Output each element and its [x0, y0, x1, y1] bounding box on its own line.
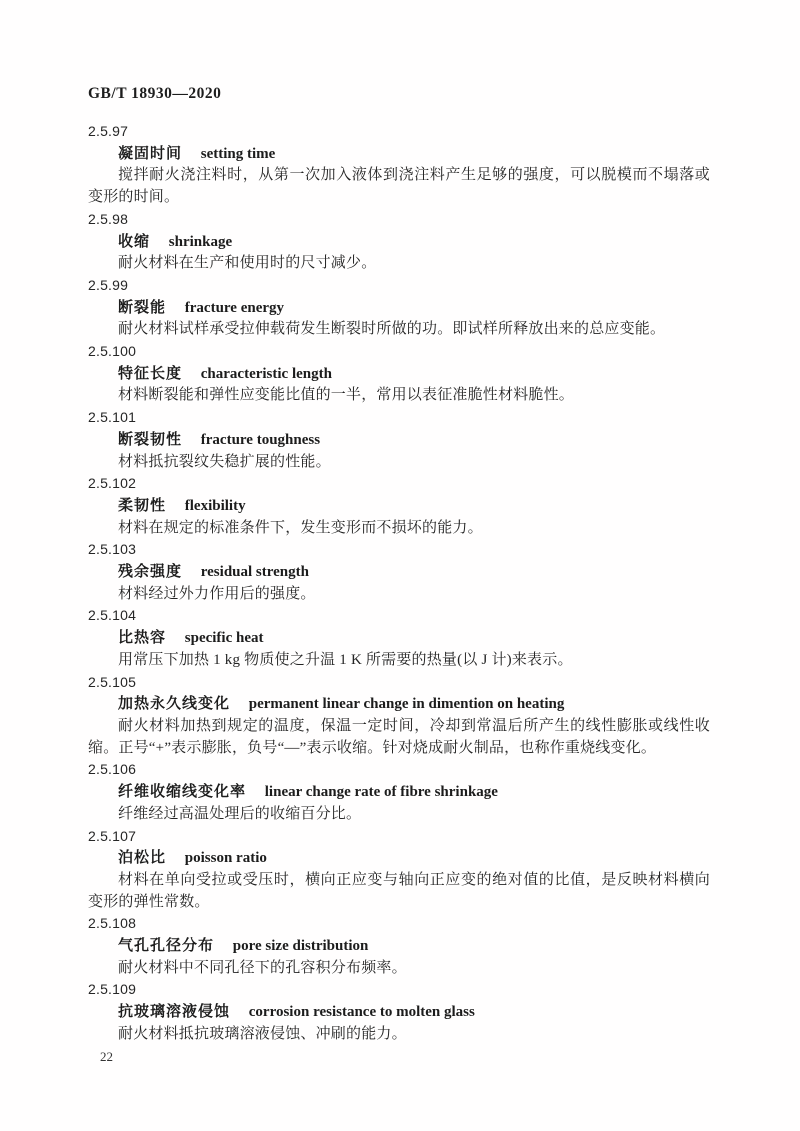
term-entry	[88, 473, 710, 539]
term-english: specific heat	[184, 630, 264, 647]
entry-term	[88, 297, 710, 320]
entry-definition: 耐火材料抵抗玻璃溶液侵蚀、冲刷的能力。	[118, 1025, 407, 1042]
entry-term	[88, 847, 710, 870]
entry-number: 2.5.106	[88, 761, 137, 778]
term-english: shrinkage	[168, 233, 233, 250]
entry-definition: 材料经过外力作用后的强度。	[118, 585, 316, 602]
term-entry	[88, 341, 710, 407]
term-english: residual strength	[200, 564, 309, 581]
entry-definition: 材料在规定的标准条件下，发生变形而不损坏的能力。	[118, 519, 483, 536]
term-english: fracture toughness	[200, 431, 321, 448]
entry-term	[88, 143, 710, 166]
entry-term	[88, 935, 710, 958]
term-chinese: 纤维收缩线变化率	[118, 783, 247, 801]
term-english: linear change rate of fibre shrinkage	[264, 784, 498, 801]
entry-definition: 材料抵抗裂纹失稳扩展的性能。	[118, 453, 331, 470]
entry-number: 2.5.103	[88, 541, 137, 558]
entry-number: 2.5.104	[88, 607, 137, 624]
term-entry	[88, 913, 710, 979]
term-entry	[88, 539, 710, 605]
entry-number: 2.5.101	[88, 409, 137, 426]
term-chinese: 抗玻璃溶液侵蚀	[118, 1003, 231, 1021]
term-chinese: 气孔孔径分布	[118, 937, 215, 955]
term-chinese: 柔韧性	[118, 496, 167, 514]
page-number: 22	[100, 1048, 113, 1064]
entry-definition: 材料断裂能和弹性应变能比值的一半，常用以表征准脆性材料脆性。	[118, 387, 575, 404]
term-entry	[88, 121, 710, 209]
entry-number: 2.5.109	[88, 981, 137, 998]
term-chinese: 残余强度	[118, 563, 183, 581]
term-english: setting time	[200, 145, 276, 162]
term-english: corrosion resistance to molten glass	[248, 1004, 475, 1021]
page-footer	[0, 1048, 800, 1065]
entry-definition: 耐火材料中不同孔径下的孔容积分布频率。	[118, 959, 407, 976]
term-chinese: 比热容	[118, 629, 167, 647]
entry-definition: 用常压下加热 1 kg 物质使之升温 1 K 所需要的热量(以 J 计)来表示。	[118, 651, 573, 668]
term-english: permanent linear change in dimention on heating	[248, 696, 565, 713]
entry-number: 2.5.107	[88, 827, 137, 844]
entry-number: 2.5.97	[88, 123, 129, 139]
entry-term	[88, 561, 710, 584]
entry-definition: 搅拌耐火浇注料时，从第一次加入液体到浇注料产生足够的强度，可以脱模而不塌落或变形的时间。	[88, 167, 710, 206]
entry-number: 2.5.105	[88, 673, 137, 690]
entry-term	[88, 1001, 710, 1024]
term-entry	[88, 826, 710, 914]
term-entry	[88, 275, 710, 341]
term-chinese: 收缩	[118, 232, 151, 250]
term-chinese: 断裂能	[118, 298, 167, 316]
entry-term	[88, 231, 710, 254]
entry-number: 2.5.108	[88, 915, 137, 932]
term-english: poisson ratio	[184, 850, 267, 867]
term-english: characteristic length	[200, 365, 332, 382]
term-chinese: 泊松比	[118, 849, 167, 867]
entry-number: 2.5.102	[88, 475, 137, 492]
term-entry	[88, 407, 710, 473]
terminology-list	[0, 121, 800, 1046]
entry-term	[88, 781, 710, 804]
entry-term	[88, 495, 710, 518]
entry-term	[88, 693, 710, 716]
term-english: flexibility	[184, 497, 246, 514]
entry-definition: 耐火材料试样承受拉伸载荷发生断裂时所做的功。即试样所释放出来的总应变能。	[118, 321, 666, 338]
entry-definition: 耐火材料在生产和使用时的尺寸减少。	[118, 255, 377, 272]
term-chinese: 特征长度	[118, 364, 183, 382]
term-chinese: 加热永久线变化	[118, 695, 231, 713]
term-entry	[88, 605, 710, 671]
entry-number: 2.5.99	[88, 276, 129, 293]
entry-definition: 材料在单向受拉或受压时，横向正应变与轴向正应变的绝对值的比值，是反映材料横向变形的弹性常数。	[88, 871, 710, 910]
term-english: fracture energy	[184, 299, 285, 316]
page-header	[0, 86, 800, 102]
term-entry	[88, 979, 710, 1045]
entry-definition: 耐火材料加热到规定的温度，保温一定时间，冷却到常温后所产生的线性膨胀或线性收缩。正号“+”表示膨胀，负号“—”表示收缩。针对烧成耐火制品，也称作重烧线变化。	[88, 717, 710, 756]
entry-number: 2.5.98	[88, 210, 129, 227]
entry-number: 2.5.100	[88, 343, 137, 360]
term-chinese: 凝固时间	[118, 144, 183, 162]
term-entry	[88, 209, 710, 275]
entry-term	[88, 627, 710, 650]
entry-term	[88, 429, 710, 452]
entry-definition: 纤维经过高温处理后的收缩百分比。	[118, 805, 362, 822]
term-chinese: 断裂韧性	[118, 430, 183, 448]
term-entry	[88, 672, 710, 760]
entry-term	[88, 363, 710, 386]
term-english: pore size distribution	[232, 938, 369, 955]
term-entry	[88, 759, 710, 825]
standard-number: GB/T 18930—2020	[88, 85, 222, 102]
